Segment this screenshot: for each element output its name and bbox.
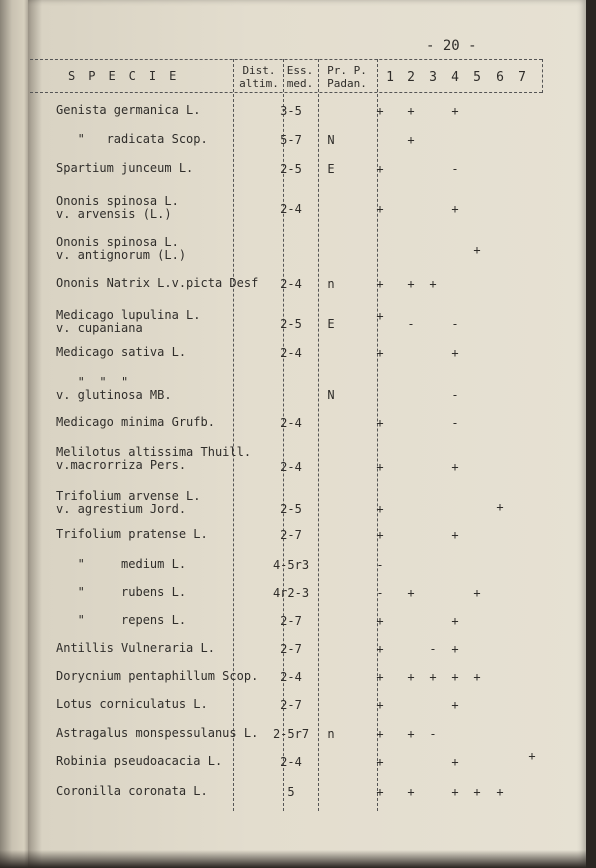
mark-col-4: + [451, 785, 459, 799]
pr-padan: - [376, 558, 384, 572]
header-ess-line2: med. [286, 77, 314, 90]
dist-altim: 2-7 [280, 614, 302, 628]
dist-altim: 2-4 [280, 346, 302, 360]
species-name: " medium L. [56, 557, 187, 571]
dist-altim: 4-5r3 [272, 558, 310, 572]
scan-bottom-edge [0, 850, 596, 868]
header-pad [319, 64, 375, 90]
dist-altim: 2-4 [280, 460, 302, 474]
dist-altim: 5 [287, 785, 295, 799]
header-top-rule [30, 59, 542, 60]
mark-col-5: + [473, 243, 481, 257]
dist-altim: 2-7 [280, 528, 302, 542]
pr-padan: + [376, 755, 384, 769]
mark-col-6: + [496, 785, 504, 799]
mark-col-7: + [528, 749, 536, 763]
species-name: " radicata Scop. [56, 132, 208, 146]
species-name: Spartium junceum L. [56, 161, 194, 175]
pr-padan: + [376, 642, 384, 656]
pr-padan: + [376, 698, 384, 712]
dist-altim: 2-5r7 [272, 727, 310, 741]
mark-col-3: - [429, 642, 437, 656]
mark-col-3: - [429, 727, 437, 741]
species-name: Dorycnium pentaphillum Scop. [56, 669, 259, 683]
pr-padan: + [376, 614, 384, 628]
mark-col-4: + [451, 104, 459, 118]
page-number: - 20 - [426, 38, 477, 54]
mark-col-3: + [429, 670, 437, 684]
mark-col-4: + [451, 460, 459, 474]
dist-altim: 4r2-3 [272, 586, 310, 600]
column-number-1: 1 [386, 70, 394, 85]
dist-altim: 2-4 [280, 670, 302, 684]
dist-altim: 2-5 [280, 317, 302, 331]
column-divider-end [542, 59, 543, 93]
species-name: " " " v. glutinosa MB. [56, 375, 172, 402]
mark-col-3: + [429, 277, 437, 291]
ess-med: n [327, 277, 335, 291]
column-number-7: 7 [518, 70, 526, 85]
header-specie: SPECIE [68, 69, 190, 83]
mark-col-4: + [451, 614, 459, 628]
dist-altim: 2-4 [280, 202, 302, 216]
species-name: Medicago lupulina L. v. cupaniana [56, 308, 201, 335]
column-number-6: 6 [496, 70, 504, 85]
dist-altim: 2-5 [280, 162, 302, 176]
dist-altim: 2-4 [280, 755, 302, 769]
mark-col-2: + [407, 727, 415, 741]
pr-padan: + [376, 162, 384, 176]
mark-col-4: + [451, 202, 459, 216]
pr-padan: + [376, 502, 384, 516]
mark-col-4: + [451, 755, 459, 769]
mark-col-2: + [407, 133, 415, 147]
column-divider-dist-left [233, 59, 234, 811]
dist-altim: 2-7 [280, 642, 302, 656]
dist-altim: 2-7 [280, 698, 302, 712]
mark-col-4: - [451, 317, 459, 331]
mark-col-2: + [407, 785, 415, 799]
mark-col-4: + [451, 346, 459, 360]
species-name: " repens L. [56, 613, 187, 627]
pr-padan: - [376, 586, 384, 600]
species-name: Lotus corniculatus L. [56, 697, 208, 711]
mark-col-5: + [473, 785, 481, 799]
dist-altim: 2-4 [280, 416, 302, 430]
header-dist-line2: altim. [239, 77, 279, 90]
column-number-3: 3 [429, 70, 437, 85]
pr-padan: + [376, 416, 384, 430]
column-number-5: 5 [473, 70, 481, 85]
species-name: Medicago minima Grufb. [56, 415, 215, 429]
species-name: Genista germanica L. [56, 103, 201, 117]
mark-col-5: + [473, 670, 481, 684]
mark-col-4: - [451, 388, 459, 402]
pr-padan: + [376, 277, 384, 291]
dist-altim: 5-7 [280, 133, 302, 147]
mark-col-2: + [407, 670, 415, 684]
ess-med: E [327, 162, 335, 176]
species-name: Antillis Vulneraria L. [56, 641, 215, 655]
dist-altim: 2-4 [280, 277, 302, 291]
mark-col-2: + [407, 277, 415, 291]
ess-med: N [327, 133, 335, 147]
document-page [28, 0, 586, 868]
species-name: Trifolium pratense L. [56, 527, 208, 541]
ess-med: N [327, 388, 335, 402]
column-number-2: 2 [407, 70, 415, 85]
pr-padan: + [376, 346, 384, 360]
mark-col-2: + [407, 586, 415, 600]
mark-col-5: + [473, 586, 481, 600]
mark-col-4: - [451, 162, 459, 176]
column-number-4: 4 [451, 70, 459, 85]
dist-altim: 2-5 [280, 502, 302, 516]
header-dist [236, 64, 282, 90]
pr-padan: + [376, 670, 384, 684]
species-name: Astragalus monspessulanus L. [56, 726, 259, 740]
mark-col-2: + [407, 104, 415, 118]
facing-page-edge [0, 0, 30, 868]
species-name: Ononis spinosa L. v. antignorum (L.) [56, 235, 187, 262]
species-name: " rubens L. [56, 585, 187, 599]
mark-col-4: + [451, 642, 459, 656]
species-name: Medicago sativa L. [56, 345, 187, 359]
species-name: Robinia pseudoacacia L. [56, 754, 223, 768]
mark-col-2: - [407, 317, 415, 331]
header-dist-line1: Dist. [242, 64, 276, 77]
header-ess [283, 64, 317, 90]
header-pad-line2: Padan. [327, 77, 367, 90]
pr-padan: + [376, 309, 384, 323]
mark-col-4: - [451, 416, 459, 430]
header-ess-line1: Ess. [286, 64, 314, 77]
pr-padan: + [376, 104, 384, 118]
species-name: Melilotus altissima Thuill. v.macrorriza Pers. [56, 445, 252, 472]
pr-padan: + [376, 528, 384, 542]
ess-med: n [327, 727, 335, 741]
pr-padan: + [376, 785, 384, 799]
pr-padan: + [376, 460, 384, 474]
dist-altim: 3-5 [280, 104, 302, 118]
mark-col-4: + [451, 698, 459, 712]
mark-col-4: + [451, 528, 459, 542]
header-pad-line1: Pr. P. [327, 64, 367, 77]
ess-med: E [327, 317, 335, 331]
mark-col-6: + [496, 500, 504, 514]
species-name: Coronilla coronata L. [56, 784, 208, 798]
pr-padan: + [376, 202, 384, 216]
pr-padan: + [376, 727, 384, 741]
header-bottom-rule [30, 92, 542, 93]
mark-col-4: + [451, 670, 459, 684]
species-name: Trifolium arvense L. v. agrestium Jord. [56, 489, 201, 516]
species-name: Ononis spinosa L. v. arvensis (L.) [56, 194, 179, 221]
species-name: Ononis Natrix L.v.picta Desf [56, 276, 259, 290]
